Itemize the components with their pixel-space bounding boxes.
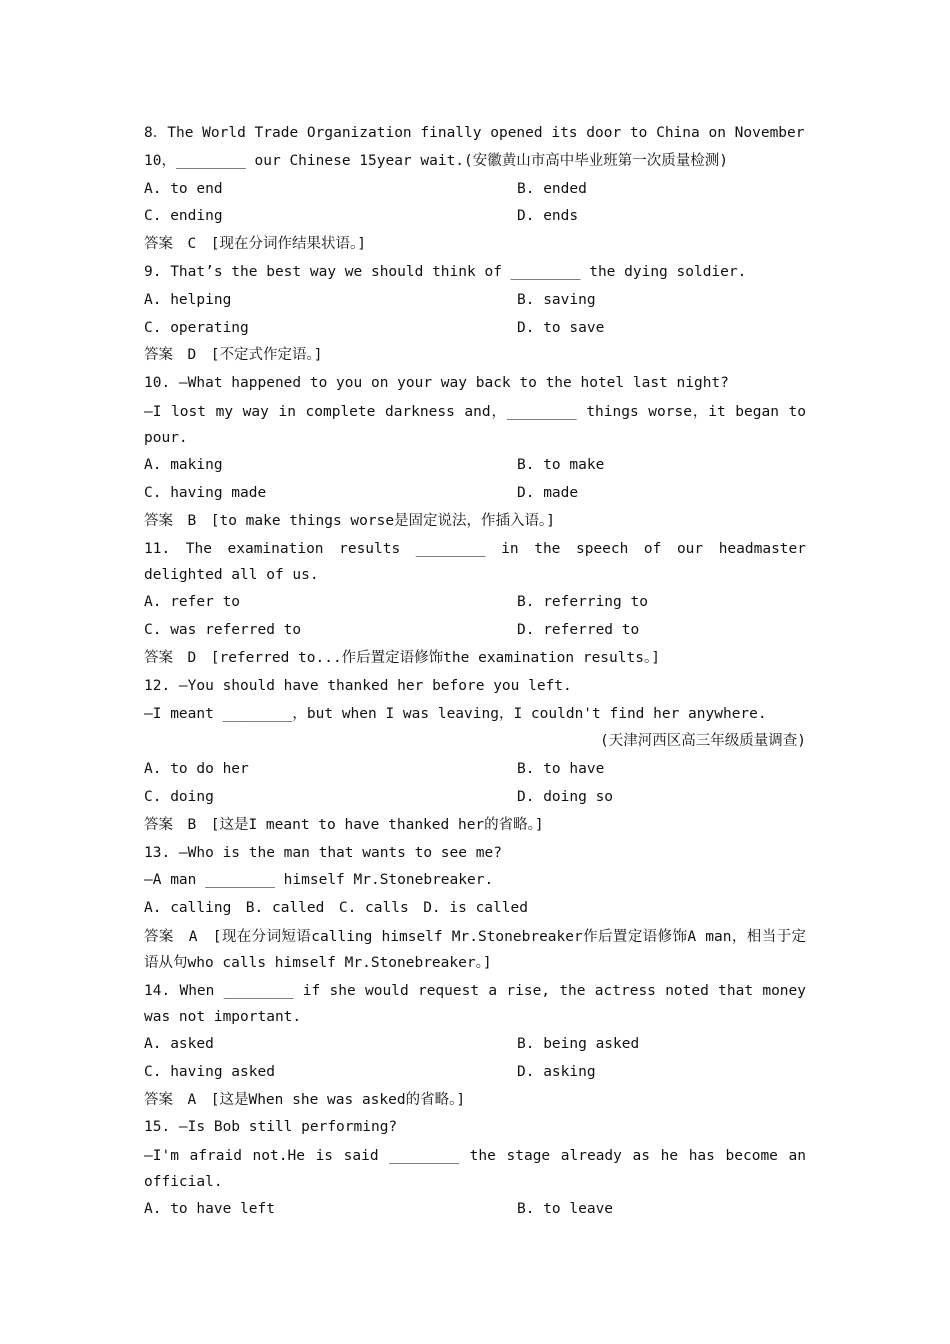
q12-option-b: B. to have (517, 761, 605, 778)
q10-stem-line1: 10. —What happened to you on your way back to the hotel last night? (144, 375, 729, 392)
q11-options-row1 (144, 589, 806, 617)
q14-option-b: B. being asked (517, 1035, 640, 1052)
q11-options-row2 (144, 617, 806, 645)
q12-options-row1 (144, 756, 806, 784)
q12-stem-line1: 12. —You should have thanked her before you left. (144, 677, 572, 694)
q10-options-row1 (144, 452, 806, 480)
q11-option-d: D. referred to (517, 622, 640, 639)
q9-option-a: A. helping (144, 291, 232, 308)
q14-stem: 14. When ________ if she would request a rise, the actress noted that money was not important. (144, 982, 806, 1025)
q15-stem-line1: 15. —Is Bob still performing? (144, 1119, 398, 1136)
q8-option-d: D. ends (517, 208, 579, 225)
q13-options-inline: A. calling B. called C. calls D. is called (144, 900, 528, 917)
q8-option-c: C. ending (144, 208, 223, 225)
q11-option-c: C. was referred to (144, 622, 302, 639)
q11-stem: 11. The examination results ________ in the speech of our headmaster delighted all of us. (144, 541, 806, 584)
q11-option-a: A. refer to (144, 594, 241, 611)
q12-option-c: C. doing (144, 788, 214, 805)
q15-options-row1 (144, 1196, 806, 1224)
q8-options-row1 (144, 176, 806, 204)
q13-stem-line1: 13. —Who is the man that wants to see me? (144, 844, 502, 861)
q8-options-row2 (144, 203, 806, 231)
q10-option-c: C. having made (144, 484, 267, 501)
q9-answer: 答案 D [不定式作定语。] (144, 347, 323, 364)
q13-stem-line2: —A man ________ himself Mr.Stonebreaker. (144, 872, 494, 889)
q10-stem-line2: —I lost my way in complete darkness and，________ things worse，it began to pour. (144, 403, 806, 446)
q12-options-row2 (144, 784, 806, 812)
q10-option-b: B. to make (517, 456, 605, 473)
document-page (144, 120, 806, 1224)
q8-option-b: B. ended (517, 180, 587, 197)
q14-answer: 答案 A [这是When she was asked的省略。] (144, 1091, 466, 1108)
q14-option-a: A. asked (144, 1035, 214, 1052)
q15-option-a: A. to have left (144, 1201, 275, 1218)
q10-answer: 答案 B [to make things worse是固定说法，作插入语。] (144, 512, 556, 529)
q14-option-c: C. having asked (144, 1063, 275, 1080)
q8-stem-line1: 8．The World Trade Organization finally opened its door to China on November (144, 125, 805, 141)
q9-options-row1 (144, 287, 806, 315)
q13-answer: 答案 A [现在分词短语calling himself Mr.Stonebreaker作后置定语修饰A man，相当于定语从句who calls himself Mr.Stonebreaker。] (144, 928, 806, 971)
q15-stem-line2: —I'm afraid not.He is said ________ the stage already as he has become an official. (144, 1148, 806, 1191)
q12-stem-line2: —I meant ________，but when I was leaving，I couldn't find her anywhere. (144, 705, 767, 722)
q9-option-d: D. to save (517, 319, 605, 336)
q11-answer: 答案 D [referred to...作后置定语修饰the examination results。] (144, 649, 660, 666)
q12-answer: 答案 B [这是I meant to have thanked her的省略。] (144, 816, 544, 833)
q10-option-a: A. making (144, 456, 223, 473)
q10-options-row2 (144, 480, 806, 508)
q12-option-a: A. to do her (144, 761, 249, 778)
q14-options-row2 (144, 1059, 806, 1087)
q14-option-d: D. asking (517, 1063, 596, 1080)
q9-option-b: B. saving (517, 291, 596, 308)
q9-option-c: C. operating (144, 319, 249, 336)
q9-stem-line1: 9. That’s the best way we should think of ________ the dying soldier. (144, 263, 747, 280)
q8-answer: 答案 C [现在分词作结果状语。] (144, 236, 366, 253)
q15-option-b: B. to leave (517, 1201, 614, 1218)
q9-options-row2 (144, 315, 806, 343)
q10-option-d: D. made (517, 484, 579, 501)
q8-option-a: A. to end (144, 180, 223, 197)
q8-stem-line2: 10，________ our Chinese 15year wait.(安徽黄山市高中毕业班第一次质量检测) (144, 152, 728, 169)
q14-options-row1 (144, 1031, 806, 1059)
q12-source: (天津河西区高三年级质量调查) (600, 733, 806, 750)
q11-option-b: B. referring to (517, 594, 648, 611)
q12-option-d: D. doing so (517, 788, 614, 805)
